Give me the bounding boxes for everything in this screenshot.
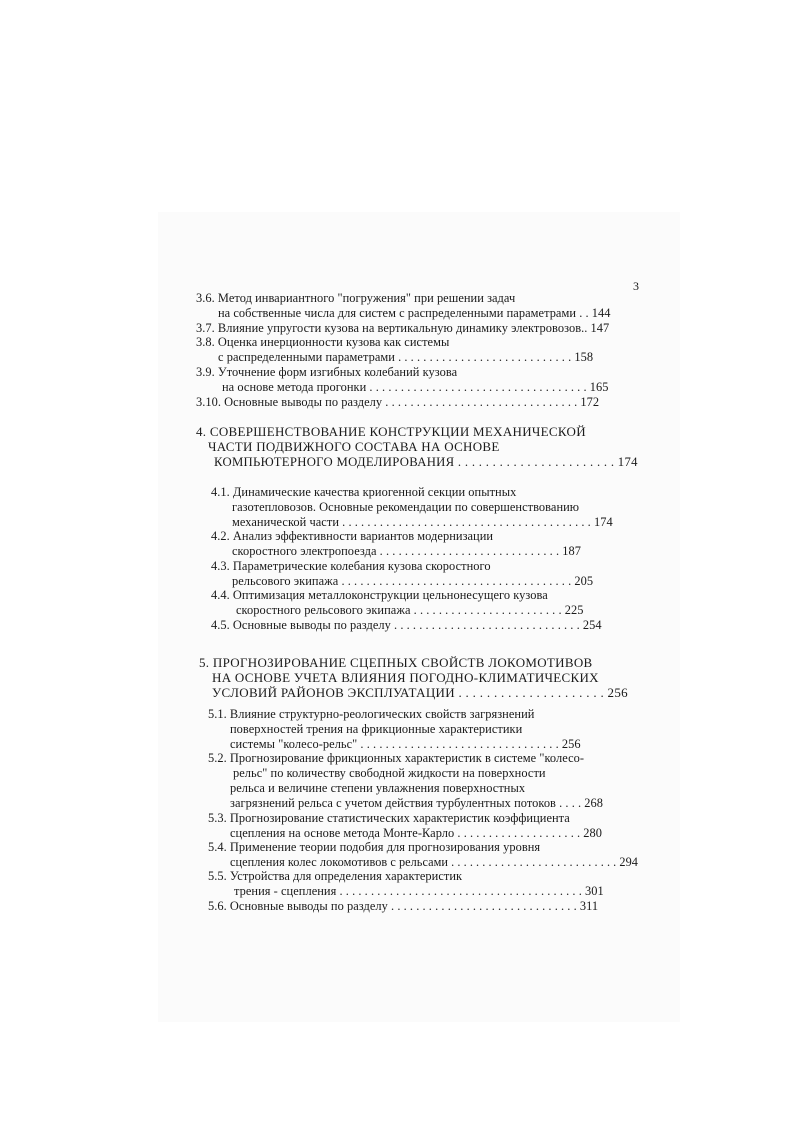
- toc-chapter-4-line-1: 4. СОВЕРШЕНСТВОВАНИЕ КОНСТРУКЦИИ МЕХАНИЧЕСКОЙ: [196, 424, 586, 439]
- toc-entry-5-4-line-1: 5.4. Применение теории подобия для прогнозирования уровня: [208, 840, 541, 854]
- toc-chapter-5-line-1: 5. ПРОГНОЗИРОВАНИЕ СЦЕПНЫХ СВОЙСТВ ЛОКОМОТИВОВ: [199, 655, 593, 670]
- toc-chapter-5-line-3: УСЛОВИЙ РАЙОНОВ ЭКСПЛУАТАЦИИ . . . . . . . . . . . . . . . . . . . . . 256: [212, 685, 628, 700]
- toc-entry-5-3-line-1: 5.3. Прогнозирование статистических характеристик коэффициента: [208, 811, 570, 825]
- toc-chapter-4-line-3: КОМПЬЮТЕРНОГО МОДЕЛИРОВАНИЯ . . . . . . . . . . . . . . . . . . . . . . . 174: [214, 454, 638, 469]
- page-number: 3: [633, 279, 639, 293]
- toc-entry-5-6-line-1: 5.6. Основные выводы по разделу . . . . . . . . . . . . . . . . . . . . . . . . . . . . . . 311: [208, 899, 599, 913]
- toc-entry-5-5-line-2: трения - сцепления . . . . . . . . . . . . . . . . . . . . . . . . . . . . . . . . . . . . . . . 301: [234, 884, 604, 898]
- toc-entry-3-6-line-1: 3.6. Метод инвариантного "погружения" при решении задач: [196, 291, 516, 305]
- toc-entry-3-7-line-1: 3.7. Влияние упругости кузова на вертикальную динамику электровозов.. 147: [196, 321, 610, 335]
- toc-entry-4-3-line-1: 4.3. Параметрические колебания кузова скоростного: [211, 559, 491, 573]
- toc-entry-3-8-line-1: 3.8. Оценка инерционности кузова как системы: [196, 335, 450, 349]
- toc-entry-4-4-line-2: скоростного рельсового экипажа . . . . . . . . . . . . . . . . . . . . . . . . 225: [236, 603, 584, 617]
- toc-chapter-5-line-2: НА ОСНОВЕ УЧЕТА ВЛИЯНИЯ ПОГОДНО-КЛИМАТИЧЕСКИХ: [212, 670, 599, 685]
- toc-entry-3-10-line-1: 3.10. Основные выводы по разделу . . . . . . . . . . . . . . . . . . . . . . . . . . . . . . . 172: [196, 395, 600, 409]
- toc-entry-5-3-line-2: сцепления на основе метода Монте-Карло . . . . . . . . . . . . . . . . . . . . 280: [230, 826, 603, 840]
- toc-entry-4-2-line-2: скоростного электропоезда . . . . . . . . . . . . . . . . . . . . . . . . . . . . . 187: [232, 544, 581, 558]
- toc-entry-4-3-line-2: рельсового экипажа . . . . . . . . . . . . . . . . . . . . . . . . . . . . . . . . . . . . . 205: [232, 574, 594, 588]
- toc-entry-5-4-line-2: сцепления колес локомотивов с рельсами . . . . . . . . . . . . . . . . . . . . . . . . . . . 294: [230, 855, 638, 869]
- toc-chapter-4-line-2: ЧАСТИ ПОДВИЖНОГО СОСТАВА НА ОСНОВЕ: [208, 439, 500, 454]
- toc-entry-5-1-line-1: 5.1. Влияние структурно-реологических свойств загрязнений: [208, 707, 535, 721]
- toc-entry-5-2-line-2: рельс" по количеству свободной жидкости на поверхности: [233, 766, 546, 780]
- toc-entry-5-2-line-3: рельса и величине степени увлажнения поверхностных: [230, 781, 526, 795]
- toc-entry-3-9-line-1: 3.9. Уточнение форм изгибных колебаний кузова: [196, 365, 458, 379]
- toc-entry-3-6-line-2: на собственные числа для систем с распределенными параметрами . . 144: [218, 306, 611, 320]
- toc-entry-5-2-line-1: 5.2. Прогнозирование фрикционных характеристик в системе "колесо-: [208, 751, 585, 765]
- toc-entry-3-9-line-2: на основе метода прогонки . . . . . . . . . . . . . . . . . . . . . . . . . . . . . . . . . . . 165: [222, 380, 609, 394]
- toc-entry-4-1-line-1: 4.1. Динамические качества криогенной секции опытных: [211, 485, 517, 499]
- toc-entry-3-8-line-2: с распределенными параметрами . . . . . . . . . . . . . . . . . . . . . . . . . . . . 158: [218, 350, 594, 364]
- toc-entry-4-1-line-3: механической части . . . . . . . . . . . . . . . . . . . . . . . . . . . . . . . . . . . . . . . . 174: [232, 515, 613, 529]
- toc-entry-5-5-line-1: 5.5. Устройства для определения характеристик: [208, 869, 463, 883]
- toc-entry-5-2-line-4: загрязнений рельса с учетом действия турбулентных потоков . . . . 268: [230, 796, 604, 810]
- toc-entry-5-1-line-3: системы "колесо-рельс" . . . . . . . . . . . . . . . . . . . . . . . . . . . . . . . . 256: [230, 737, 581, 751]
- toc-entry-4-2-line-1: 4.2. Анализ эффективности вариантов модернизации: [211, 529, 494, 543]
- toc-entry-4-4-line-1: 4.4. Оптимизация металлоконструкции цельнонесущего кузова: [211, 588, 548, 602]
- toc-entry-4-1-line-2: газотепловозов. Основные рекомендации по совершенствованию: [232, 500, 580, 514]
- toc-entry-4-5-line-1: 4.5. Основные выводы по разделу . . . . . . . . . . . . . . . . . . . . . . . . . . . . . . 254: [211, 618, 602, 632]
- toc-entry-5-1-line-2: поверхностей трения на фрикционные характеристики: [230, 722, 523, 736]
